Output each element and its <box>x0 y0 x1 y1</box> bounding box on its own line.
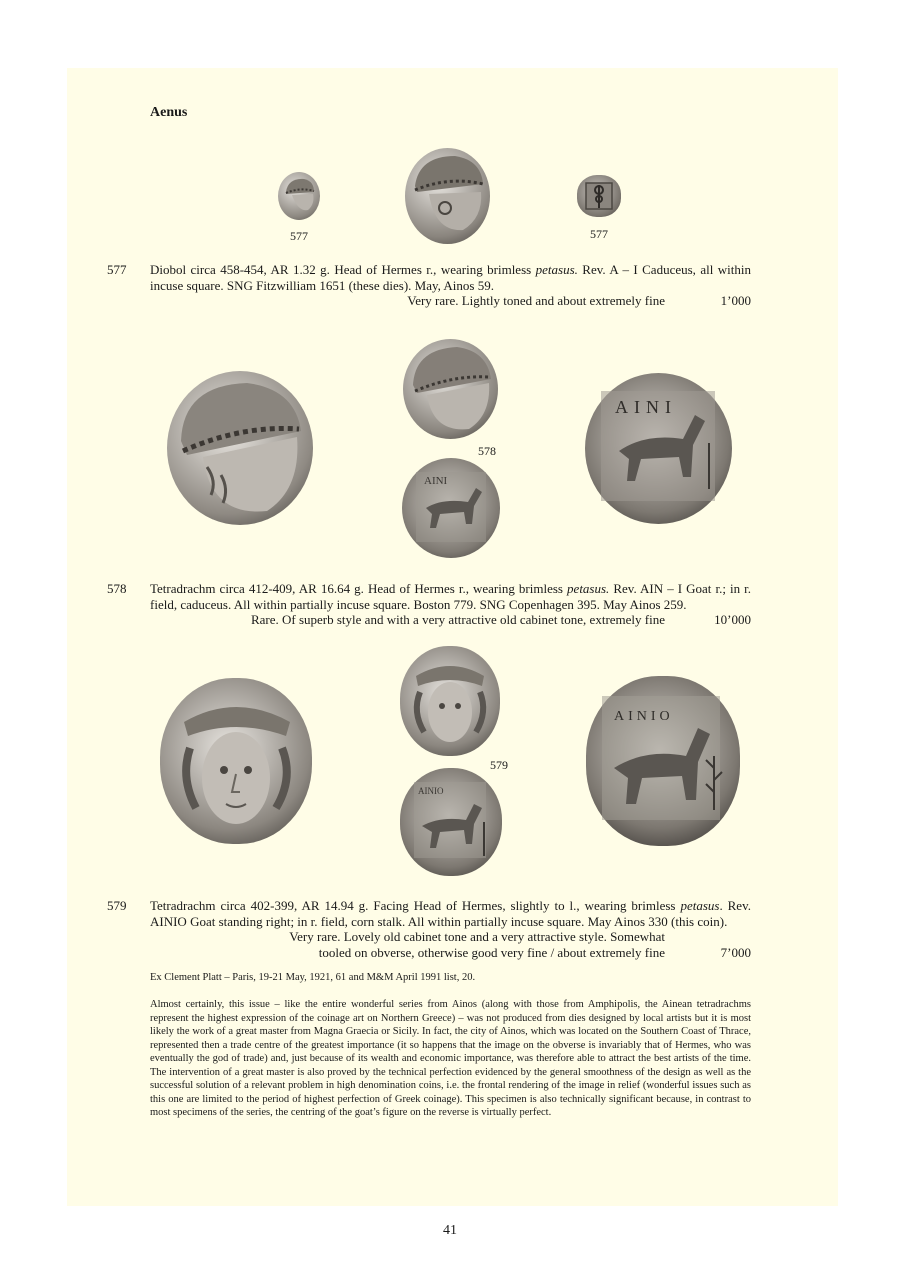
price-578: 10’000 <box>714 612 751 627</box>
lot-description-578 <box>150 581 751 628</box>
goat-icon <box>402 458 500 558</box>
coin-579-reverse-enlarged <box>586 676 740 846</box>
legend-text-small: AINI <box>424 475 448 487</box>
image-label-577-reverse: 577 <box>590 227 608 241</box>
price-579: 7’000 <box>720 944 751 960</box>
commentary-579: Almost certainly, this issue – like the entire wonderful series from Ainos (along with those from Amphipolis, the Ainean tetradrachms represent the highest expression of the coinage art on Northern Greece) – was not produced from dies designed by local artists but it is most likely the work of a great master from Magna Graecia or Sicily. In fact, the city of Ainos, which was located on the Southern Coast of Thrace, represented then a trade centre of the greatest importance (it so happens that the image on the obverse is invariably that of Hermes, who was eventually the god of trade) and, just because of its wealth and economic importance, was therefore able to attract the best artists of the time. The intervention of a great master is also proved by the technical perfection evidenced by the general smoothness of the design as well as the successful solution of a relevant problem in high denomination coins, i.e. the frontal rendering of the image in relief (wonderful issues such as this one are limited to the period of highest perfection of Greek coinage). This specimen is also technically significant because, in contrast to most specimens of the series, the centring of the goat’s figure on the reverse is virtually perfect. <box>150 999 751 1118</box>
description-text: Tetradrachm circa 402-399, AR 14.94 g. Facing Head of Hermes, slightly to l., wearing brimless <box>150 898 681 913</box>
coin-579-obverse <box>400 646 500 756</box>
coin-579-obverse-enlarged <box>160 678 312 844</box>
coin-577-reverse <box>577 175 621 217</box>
grade-579-line2: tooled on obverse, otherwise good very fine / about extremely fine <box>318 944 665 960</box>
goat-icon <box>585 373 732 524</box>
description-italic: petasus. <box>567 581 610 596</box>
goat-icon <box>586 676 740 846</box>
coin-577-obverse <box>405 148 490 244</box>
coin-578-obverse <box>403 339 498 439</box>
legend-text: AINIO <box>614 709 674 724</box>
facing-hermes-head-icon <box>160 678 312 844</box>
legend-text: AINI <box>615 397 677 417</box>
goat-icon <box>400 768 502 876</box>
description-text-cont: Rev. A – I Caduceus, all within incuse square. SNG Fitzwilliam 1651 (these dies). May, Ainos 59. <box>150 262 751 293</box>
legend-text-small: AINIO <box>418 786 444 796</box>
coin-577-obverse-enlarged <box>278 172 320 220</box>
lot-description-577 <box>150 262 751 309</box>
description-text-cont: Rev. AIN – I Goat r.; in r. field, caduceus. All within partially incuse square. Boston 779. SNG Copenhagen 395. May Ainos 259. <box>150 581 752 612</box>
price-577: 1’000 <box>720 293 751 308</box>
hermes-head-icon <box>405 148 490 244</box>
lot-number-579: 579 <box>107 898 127 913</box>
image-label-578: 578 <box>478 444 496 458</box>
coin-579-reverse <box>400 768 502 876</box>
facing-hermes-head-icon <box>400 646 500 756</box>
description-text: Tetradrachm circa 412-409, AR 16.64 g. Head of Hermes r., wearing brimless <box>150 581 568 596</box>
description-text: Diobol circa 458-454, AR 1.32 g. Head of Hermes r., wearing brimless <box>150 262 536 277</box>
description-italic: petasus. <box>535 262 578 277</box>
image-label-577-obverse: 577 <box>290 229 308 243</box>
page-number: 41 <box>443 1223 457 1238</box>
provenance-579: Ex Clement Platt – Paris, 19-21 May, 1921, 61 and M&M April 1991 list, 20. <box>150 972 476 983</box>
caduceus-icon <box>577 175 621 217</box>
lot-description-579 <box>150 898 751 960</box>
description-text-cont: . Rev. AINIO Goat standing right; in r. field, corn stalk. All within partially incuse square. May Ainos 330 (this coin). <box>150 898 751 929</box>
grade-577: Very rare. Lightly toned and about extremely fine <box>407 293 665 308</box>
grade-579-line1: Very rare. Lovely old cabinet tone and a very attractive style. Somewhat <box>289 929 665 944</box>
hermes-head-icon <box>278 172 320 220</box>
lot-number-578: 578 <box>107 581 127 596</box>
section-title: Aenus <box>150 105 188 120</box>
hermes-head-icon <box>403 339 498 439</box>
lot-number-577: 577 <box>107 262 127 277</box>
coin-578-reverse-enlarged <box>585 373 732 524</box>
coin-578-reverse <box>402 458 500 558</box>
coin-578-obverse-enlarged <box>167 371 313 525</box>
grade-578: Rare. Of superb style and with a very attractive old cabinet tone, extremely fine <box>250 612 665 627</box>
hermes-head-icon <box>167 371 313 525</box>
image-label-579: 579 <box>490 758 508 772</box>
description-italic: petasus <box>680 898 720 913</box>
